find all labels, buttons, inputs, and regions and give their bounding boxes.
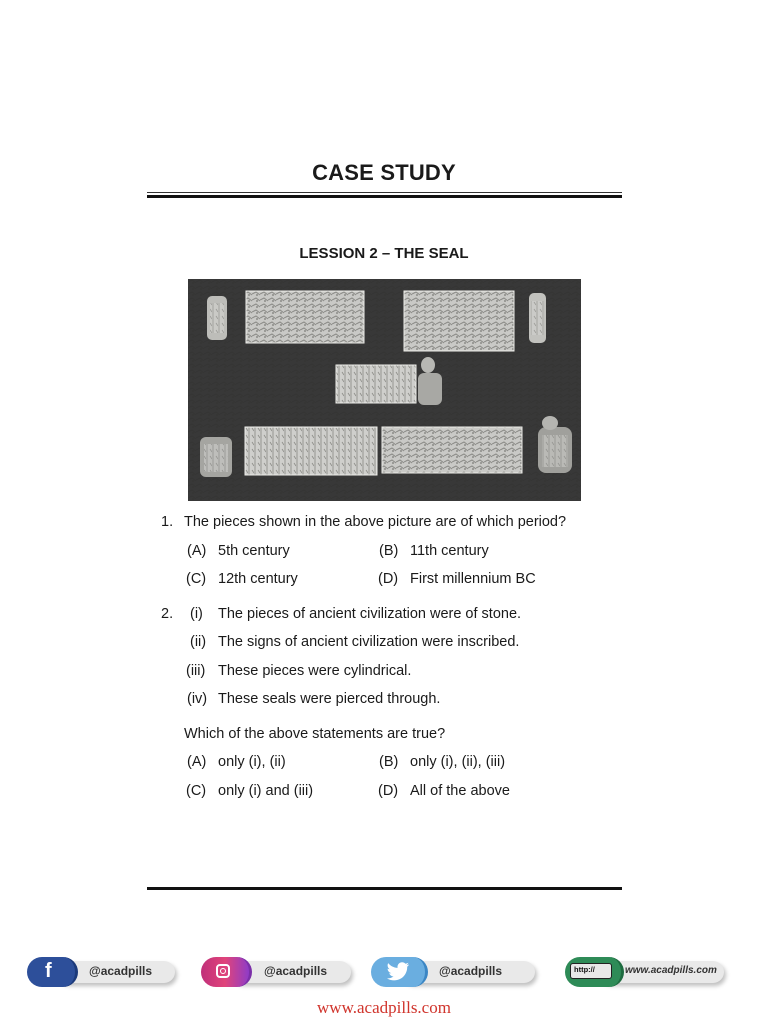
question-2-prompt: Which of the above statements are true? (184, 726, 446, 742)
question-number: 1. (161, 514, 174, 530)
option-letter: (D) (378, 571, 399, 587)
twitter-icon (371, 957, 428, 987)
option-text: 12th century (218, 571, 298, 587)
title-divider (147, 192, 622, 198)
statement-roman: (i) (190, 606, 203, 622)
option-letter: (C) (186, 783, 207, 799)
statement-text: These pieces were cylindrical. (218, 663, 412, 679)
facebook-link[interactable] (27, 957, 177, 987)
twitter-handle: @acadpills (439, 964, 503, 978)
seals-photograph (188, 279, 581, 501)
option-letter: (A) (187, 543, 207, 559)
question-1 (161, 514, 173, 530)
browser-url-text: http:// (574, 965, 595, 974)
option-text: only (i), (ii) (218, 754, 286, 770)
instagram-icon (201, 957, 252, 987)
footer-divider (147, 887, 622, 890)
footer-website[interactable]: www.acadpills.com (317, 998, 451, 1017)
option-letter: (B) (379, 754, 399, 770)
question-number: 2. (161, 606, 174, 622)
statement-text: These seals were pierced through. (218, 691, 441, 707)
statement-text: The pieces of ancient civilization were of stone. (218, 606, 522, 622)
option-text: 5th century (218, 543, 290, 559)
page-title: CASE STUDY (312, 160, 456, 185)
option-text: 11th century (410, 543, 489, 559)
statement-roman: (iii) (186, 663, 206, 679)
lesson-heading: LESSION 2 – THE SEAL (299, 245, 469, 262)
option-letter: (A) (187, 754, 207, 770)
statement-text: The signs of ancient civilization were inscribed. (218, 634, 520, 650)
website-link[interactable] (565, 957, 726, 987)
facebook-handle: @acadpills (89, 964, 153, 978)
twitter-link[interactable] (371, 957, 537, 987)
option-text: First millennium BC (410, 571, 536, 587)
option-text: All of the above (410, 783, 510, 799)
statement-roman: (iv) (187, 691, 208, 707)
question-1-text: The pieces shown in the above picture are of which period? (184, 514, 567, 530)
option-letter: (D) (378, 783, 399, 799)
option-text: only (i) and (iii) (218, 783, 314, 799)
browser-icon (565, 957, 624, 987)
instagram-link[interactable] (201, 957, 353, 987)
statement-roman: (ii) (190, 634, 207, 650)
website-handle: www.acadpills.com (625, 965, 717, 976)
instagram-handle: @acadpills (264, 964, 328, 978)
facebook-icon: f (27, 957, 78, 987)
option-text: only (i), (ii), (iii) (410, 754, 506, 770)
option-letter: (C) (186, 571, 207, 587)
option-letter: (B) (379, 543, 399, 559)
